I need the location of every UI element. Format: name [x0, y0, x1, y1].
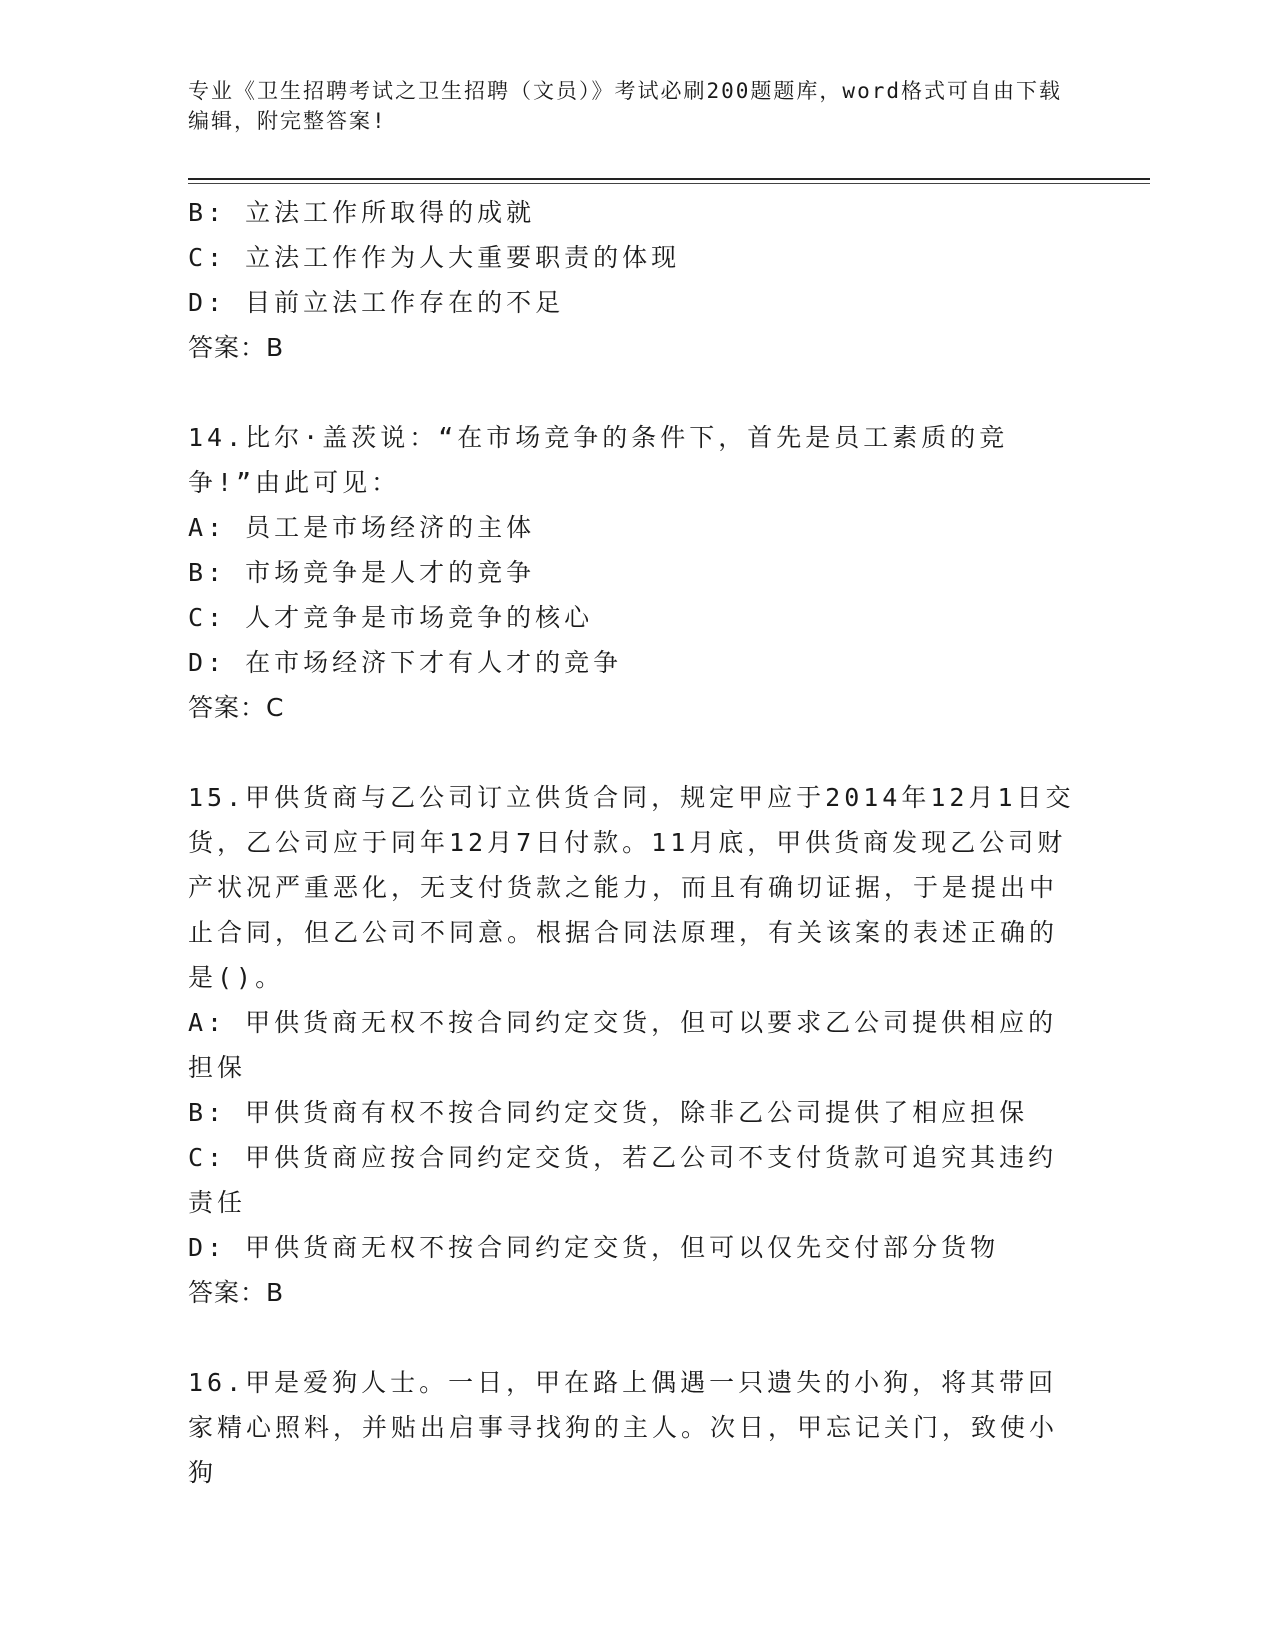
q15-option-b: B: 甲供货商有权不按合同约定交货，除非乙公司提供了相应担保	[188, 1098, 1029, 1127]
q14-option-b: B: 市场竞争是人才的竞争	[188, 558, 536, 587]
q15-option-d: D: 甲供货商无权不按合同约定交货，但可以仅先交付部分货物	[188, 1233, 1000, 1262]
question-14-block	[188, 415, 1078, 730]
q15-option-a: A: 甲供货商无权不按合同约定交货，但可以要求乙公司提供相应的担保	[188, 1008, 1058, 1082]
header-title: 专业《卫生招聘考试之卫生招聘（文员）》考试必刷200题题库，word格式可自由下载编辑，附完整答案!	[188, 79, 1062, 133]
q13-option-b: B: 立法工作所取得的成就	[188, 198, 536, 227]
q16-question: 16.甲是爱狗人士。一日，甲在路上偶遇一只遗失的小狗，将其带回家精心照料，并贴出启事寻找狗的主人。次日，甲忘记关门，致使小狗	[188, 1368, 1059, 1487]
question-13-block	[188, 190, 1078, 370]
header-rule-thin	[188, 183, 1150, 184]
q15-answer: 答案：B	[188, 1278, 285, 1307]
q13-option-c: C: 立法工作作为人大重要职责的体现	[188, 243, 681, 272]
q14-option-c: C: 人才竞争是市场竞争的核心	[188, 603, 594, 632]
question-spacer	[188, 370, 1078, 415]
q15-question: 15.甲供货商与乙公司订立供货合同，规定甲应于2014年12月1日交货，乙公司应于同年12月7日付款。11月底，甲供货商发现乙公司财产状况严重恶化，无支付货款之能力，而且有确切证据，于是提出中止合同，但乙公司不同意。根据合同法原理，有关该案的表述正确的是()。	[188, 783, 1075, 992]
q13-option-d: D: 目前立法工作存在的不足	[188, 288, 565, 317]
header-rule-thick	[188, 178, 1150, 180]
q14-answer: 答案：C	[188, 693, 285, 722]
q14-question: 14.比尔·盖茨说：“在市场竞争的条件下，首先是员工素质的竞争!”由此可见：	[188, 423, 1009, 497]
q15-option-c: C: 甲供货商应按合同约定交货，若乙公司不支付货款可追究其违约责任	[188, 1143, 1058, 1217]
q14-option-d: D: 在市场经济下才有人才的竞争	[188, 648, 623, 677]
q13-answer: 答案：B	[188, 333, 285, 362]
document-header	[188, 76, 1068, 136]
question-spacer	[188, 1315, 1078, 1360]
question-spacer	[188, 730, 1078, 775]
q14-option-a: A: 员工是市场经济的主体	[188, 513, 536, 542]
question-15-block	[188, 775, 1078, 1315]
question-list	[188, 190, 1078, 1495]
question-16-block	[188, 1360, 1078, 1495]
